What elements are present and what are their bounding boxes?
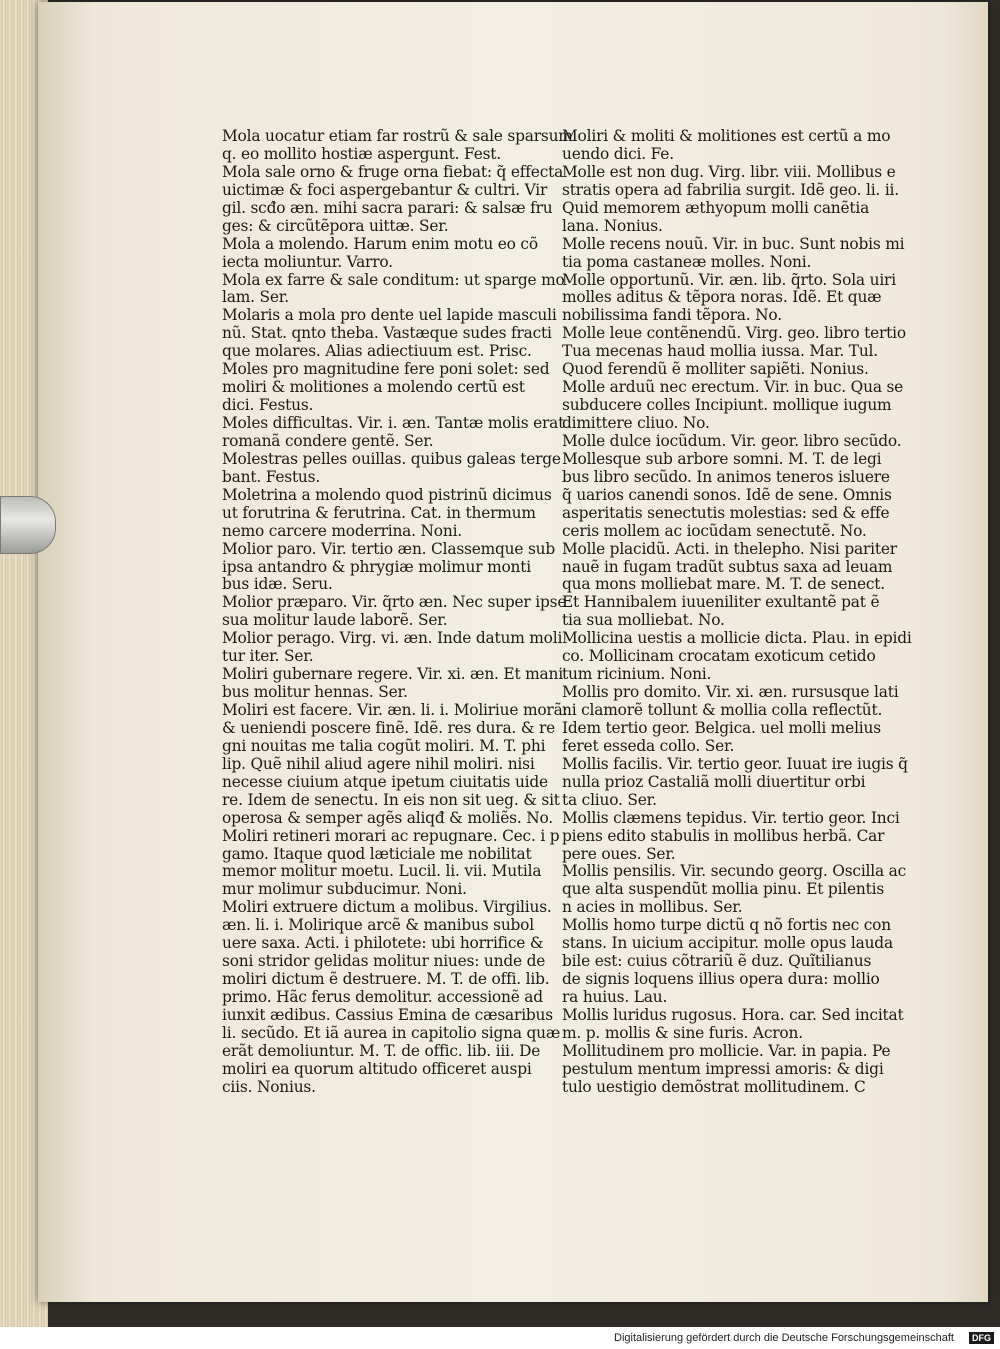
text-line: pestulum mentum impressi amoris: & digi (562, 1059, 884, 1078)
text-line: ceris mollem ac iocũdam senectutẽ. No. (562, 521, 867, 540)
text-line: iunxit ædibus. Cassius Emina de cæsaribus (222, 1005, 553, 1024)
text-line: Molior paro. Vir. tertio æn. Classemque sub (222, 539, 556, 558)
text-line: Moliri extruere dictum a molibus. Virgilius. (222, 898, 552, 917)
footer-bar (0, 1327, 1000, 1349)
text-line: Moles difficultas. Vir. i. æn. Tantæ molis erat (222, 414, 565, 432)
text-line: uictimæ & foci aspergebantur & cultri. Vir (222, 180, 548, 199)
text-line: Tua mecenas haud mollia iussa. Mar. Tul. (562, 342, 878, 361)
text-line: asperitatis senectutis molestias: sed & effe (562, 503, 890, 522)
text-line: primo. Hãc ferus demolitur. accessionẽ ad (222, 988, 543, 1006)
text-line: bus idæ. Seru. (222, 575, 333, 594)
text-line: lana. Nonius. (562, 216, 663, 235)
text-line: romanã condere gentẽ. Ser. (222, 431, 434, 450)
text-line: m. p. mollis & sine furis. Acron. (562, 1023, 803, 1042)
text-line: q. eo mollito hostiæ aspergunt. Fest. (222, 144, 501, 163)
text-line: Moliri & moliti & molitiones est certũ a mo (562, 127, 891, 145)
page-clip (0, 496, 56, 554)
text-line: lam. Ser. (222, 288, 289, 307)
text-line: que molares. Alias adiectiuum est. Prisc. (222, 342, 532, 361)
text-line: Moliri gubernare regere. Vir. xi. æn. Et mani (222, 665, 563, 684)
text-line: Moletrina a molendo quod pistrinũ dicimus (222, 485, 552, 504)
text-line: bile est: cuius cõtrariũ ẽ duz. Quĩtilianus (562, 952, 872, 971)
text-line: Moliri retineri morari ac repugnare. Cec. i p (222, 826, 560, 845)
text-line: mur molimur subducimur. Noni. (222, 880, 467, 899)
text-line: ipsa antandro & phrygiæ molimur monti (222, 557, 531, 576)
text-line: re. Idem de senectu. In eis non sit ueg. & sit (222, 790, 560, 809)
text-line: feret esseda collo. Ser. (562, 736, 735, 755)
text-line: tum ricinium. Noni. (562, 665, 712, 684)
text-line: li. secũdo. Et iã aurea in capitolio signa quæ (222, 1023, 561, 1042)
text-line: Mollis pro domito. Vir. xi. æn. rursusque lati (562, 683, 899, 702)
text-line: gamo. Itaque quod læticiale me nobilitat (222, 844, 532, 863)
text-line: subducere colles Incipiunt. mollique iugum (562, 396, 892, 415)
text-line: sua molitur laude laborẽ. Ser. (222, 611, 448, 630)
text-line: Mollis clæmens tepidus. Vir. tertio geor. Inci (562, 808, 900, 827)
text-line: stans. In uicium accipitur. molle opus lauda (562, 934, 893, 953)
text-line: tulo uestigio demõstrat mollitudinem. C (562, 1077, 866, 1096)
left-text-column (222, 127, 573, 1097)
text-line: co. Mollicinam crocatam exoticum cetido (562, 647, 876, 666)
text-line: tur iter. Ser. (222, 647, 314, 666)
text-line: de signis loquens illius opera dura: mollio (562, 970, 880, 989)
text-line: molles aditus & tẽpora noras. Idẽ. Et quæ (562, 288, 882, 307)
text-line: Mollis pensilis. Vir. secundo georg. Oscilla ac (562, 862, 907, 881)
text-line: Idem tertio geor. Belgica. uel molli melius (562, 718, 881, 737)
text-line: uendo dici. Fe. (562, 144, 674, 163)
text-line: Molle leue contẽnendũ. Virg. geo. libro tertio (562, 324, 906, 343)
text-line: erãt demoliuntur. M. T. de offic. lib. iii. De (222, 1041, 541, 1060)
text-line: ciis. Nonius. (222, 1077, 316, 1096)
text-line: Molle est non dug. Virg. libr. viii. Mollibus e (562, 162, 896, 181)
text-line: nemo carcere moderrina. Noni. (222, 521, 462, 540)
right-text-column (562, 127, 912, 1097)
text-line: Mola a molendo. Harum enim motu eo cõ (222, 234, 538, 253)
text-line: gni nouitas me talia cogũt moliri. M. T. phi (222, 736, 546, 755)
text-line: Mollis luridus rugosus. Hora. car. Sed incitat (562, 1005, 904, 1024)
text-line: iecta moliuntur. Varro. (222, 252, 393, 271)
text-line: moliri dictum ẽ destruere. M. T. de offi. lib. (222, 970, 550, 989)
text-line: dimittere cliuo. No. (562, 414, 710, 432)
text-line: ra huius. Lau. (562, 988, 668, 1006)
dfg-logo: DFG (969, 1332, 994, 1344)
text-line: uere saxa. Acti. i philotete: ubi horrifice & (222, 934, 544, 953)
text-line: que alta suspendũt mollia pinu. Et pilentis (562, 880, 885, 899)
text-line: Mola sale orno & fruge orna fiebat: q̃ effecta (222, 162, 564, 181)
text-line: nobilissima fandi tẽpora. No. (562, 306, 782, 325)
text-line: Molle opportunũ. Vir. æn. lib. q̃rto. Sola uiri (562, 270, 896, 289)
text-line: operosa & semper agẽs aliqđ & moliẽs. No. (222, 808, 554, 827)
text-line: bus libro secũdo. In animos teneros isluere (562, 467, 890, 486)
text-line: Molle recens nouũ. Vir. in buc. Sunt nobis mi (562, 234, 905, 253)
text-line: Molle arduũ nec erectum. Vir. in buc. Qua se (562, 378, 904, 397)
text-line: soni stridor gelidas molitur niues: unde de (222, 952, 546, 971)
text-line: Mollis homo turpe dictũ q nõ fortis nec con (562, 916, 891, 935)
text-line: Quid memorem æthyopum molli canẽtia (562, 198, 870, 217)
text-line: stratis opera ad fabrilia surgit. Idẽ geo. li. ii. (562, 180, 899, 199)
text-line: Quod ferendũ ẽ molliter sapiẽti. Nonius. (562, 360, 869, 379)
text-line: Mollesque sub arbore somni. M. T. de legi (562, 449, 882, 468)
text-line: ut forutrina & ferutrina. Cat. in thermum (222, 503, 536, 522)
text-line: æn. li. i. Molirique arcẽ & manibus subol (222, 916, 534, 935)
text-line: Mollitudinem pro mollicie. Var. in papia. Pe (562, 1041, 891, 1060)
text-line: lip. Quẽ nihil aliud agere nihil moliri. nisi (222, 754, 535, 773)
text-line: Mollis facilis. Vir. tertio geor. Iuuat ire iugis q̃ (562, 754, 908, 773)
text-line: ta cliuo. Ser. (562, 790, 657, 809)
text-line: gil. scđo æn. mihi sacra parari: & salsæ fru (222, 198, 553, 217)
text-line: Mollicina uestis a mollicie dicta. Plau. in epidi (562, 629, 912, 648)
text-line: nulla prioz Castaliã molli diuertitur orbi (562, 772, 866, 791)
text-line: pere oues. Ser. (562, 844, 676, 863)
text-line: Mola ex farre & sale conditum: ut sparge mo (222, 270, 565, 289)
text-line: Mola uocatur etiam far rostrũ & sale sparsum (222, 127, 573, 145)
text-line: bant. Festus. (222, 467, 321, 486)
text-line: Et Hannibalem iuueniliter exultantẽ pat ẽ (562, 593, 880, 612)
text-line: moliri & molitiones a molendo certũ est (222, 378, 525, 397)
text-line: nauẽ in fugam tradũt subtus saxa ad leuam (562, 557, 893, 576)
text-line: ges: & circũtẽpora uittæ. Ser. (222, 216, 449, 235)
text-line: moliri ea quorum altitudo officeret auspi (222, 1059, 532, 1078)
text-line: memor molitur moetu. Lucil. li. vii. Mutila (222, 862, 542, 881)
text-line: qua mons molliebat mare. M. T. de senect. (562, 575, 885, 594)
text-line: Molior præparo. Vir. q̃rto æn. Nec super ipse (222, 593, 567, 612)
text-line: piens edito stabulis in mollibus herbã. Car (562, 826, 885, 845)
text-line: Molestras pelles ouillas. quibus galeas terge (222, 449, 561, 468)
text-line: tia poma castaneæ molles. Noni. (562, 252, 812, 271)
funding-credit: Digitalisierung gefördert durch die Deutsche Forschungsgemeinschaft (614, 1332, 954, 1344)
text-line: bus molitur hennas. Ser. (222, 683, 408, 702)
text-line: Moliri est facere. Vir. æn. li. i. Moliriue morã: (222, 701, 568, 719)
text-line: & ueniendi poscere finẽ. Idẽ. res dura. & re (222, 718, 556, 737)
text-line: q̃ uarios canendi sonos. Idẽ de sene. Omnis (562, 485, 892, 504)
text-line: Molle dulce iocũdum. Vir. geor. libro secũdo. (562, 431, 902, 450)
text-line: dici. Festus. (222, 396, 314, 415)
text-line: nũ. Stat. qnto theba. Vastæque sudes fracti (222, 324, 552, 343)
text-line: tia sua molliebat. No. (562, 611, 725, 630)
text-line: Moles pro magnitudine fere poni solet: sed (222, 360, 550, 379)
text-line: Molaris a mola pro dente uel lapide masculi (222, 306, 557, 325)
text-line: ni clamorẽ tollunt & mollia colla reflectũt. (562, 701, 883, 719)
text-line: necesse ciuium atque ipetum ciuitatis uide (222, 772, 548, 791)
text-line: n acies in mollibus. Ser. (562, 898, 743, 917)
text-line: Molior perago. Virg. vi. æn. Inde datum moli (222, 629, 563, 648)
text-line: Molle placidũ. Acti. in thelepho. Nisi pariter (562, 539, 897, 558)
